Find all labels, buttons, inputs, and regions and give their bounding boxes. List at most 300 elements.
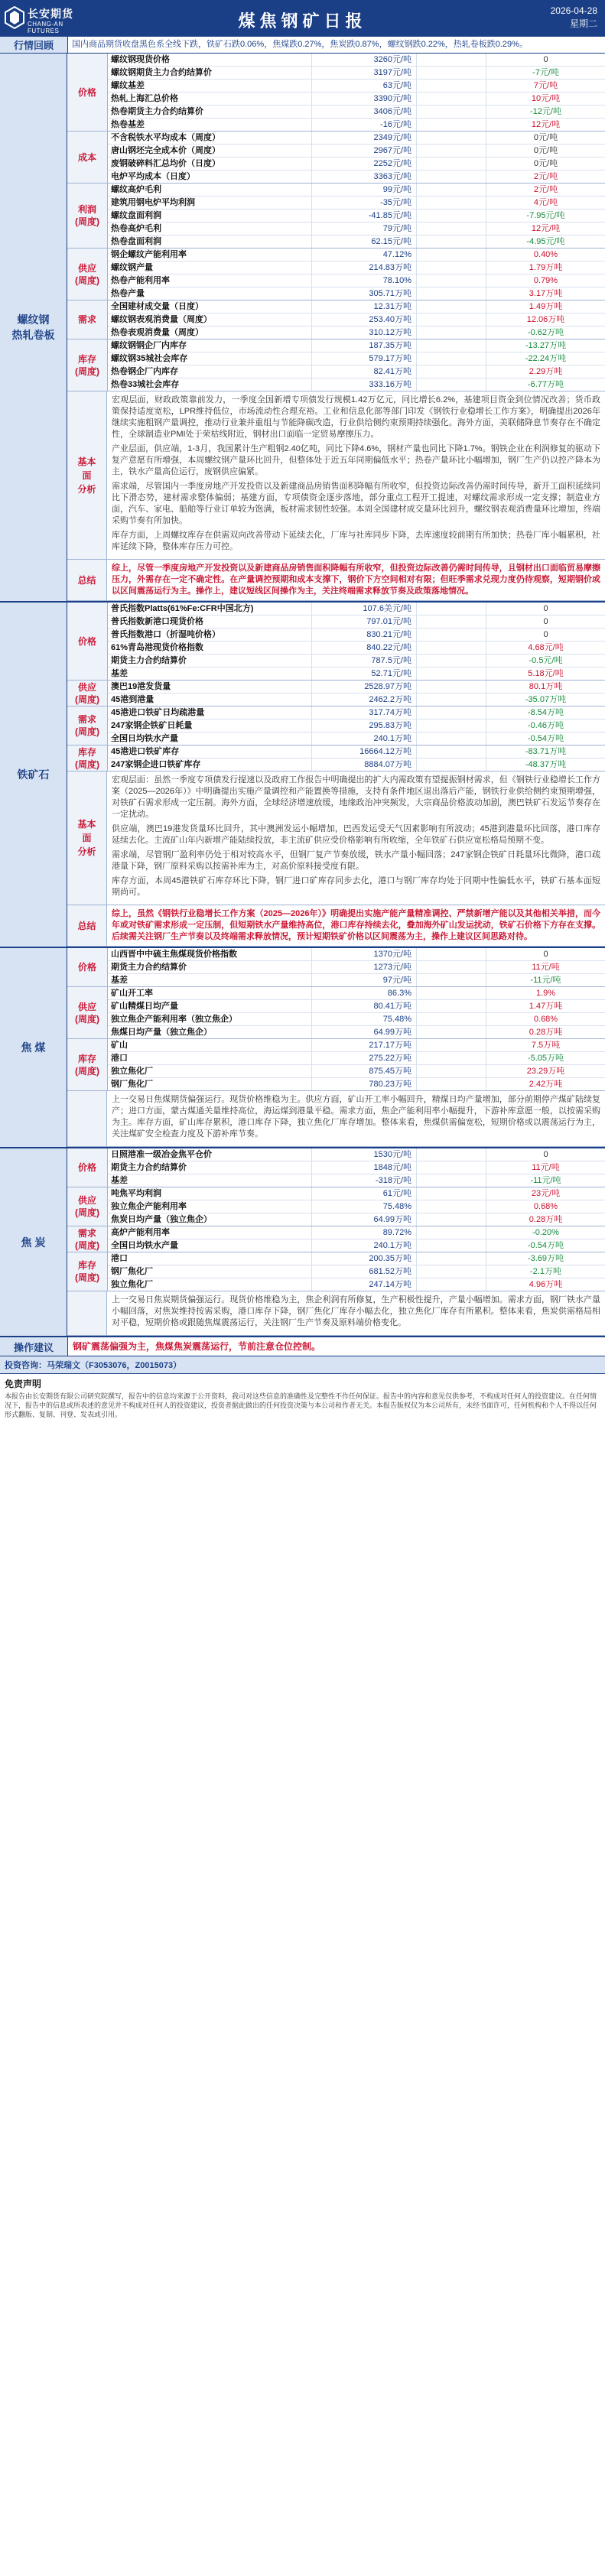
indicator-name: 山西晋中中硫主焦煤现货价格指数 xyxy=(111,950,237,959)
indicator-row xyxy=(108,1065,605,1078)
indicator-change: 0 xyxy=(486,1148,605,1161)
indicator-name: 螺纹钢期货主力合约结算价 xyxy=(111,68,212,77)
indicator-unit xyxy=(416,80,486,92)
indicator-row xyxy=(108,1026,605,1038)
indicator-value: 1273元/吨 xyxy=(311,961,416,973)
indicator-change: 4元/吨 xyxy=(486,197,605,209)
indicator-change: -4.95元/吨 xyxy=(486,236,605,248)
indicator-change: 1.49万吨 xyxy=(486,300,605,313)
indicator-change: -35.07万吨 xyxy=(486,694,605,706)
indicator-value: 2349元/吨 xyxy=(311,132,416,144)
indicator-row xyxy=(108,1013,605,1026)
section-body xyxy=(67,948,605,1147)
indicator-value: 875.45万吨 xyxy=(311,1065,416,1077)
section-body xyxy=(67,603,605,947)
disclaimer-text: 本报告由长安期货有限公司研究院撰写，报告中的信息均来源于公开资料，我司对这些信息的准确性及完整性不作任何保证。报告中的内容和意见仅供参考，不构成对任何人的投资建议。在任何情况下，报告中的信息或所表述的意见并不构成对任何人的投资建议，投资者据此做出的任何投资决策与本公司和作者无关。本报告版权仅为本公司所有，未经书面许可，任何机构和个人不得以任何形式翻版、复制、刊登、发表或引用。 xyxy=(5,1392,597,1418)
analysis-paragraph: 库存方面，上周螺纹库存在供需双向改善带动下延续去化，厂库与社库同步下降，去库速度较前期有所加快；热卷厂库小幅累积，社库延续下降，整体库存压力可控。 xyxy=(112,531,600,551)
indicator-value: 12.31万吨 xyxy=(311,300,416,313)
indicator-name: 吨焦平均利润 xyxy=(111,1189,161,1198)
indicator-name: 基差 xyxy=(111,1176,128,1185)
indicator-name: 建筑用钢电炉平均利润 xyxy=(111,198,195,207)
indicator-row xyxy=(108,132,605,145)
analysis-paragraph: 宏观层面：虽然一季度专项债发行提速以及政府工作报告中明确提出的扩大内需政策有望提振钢材需求，但《钢铁行业稳增长工作方案（2025—2026年）》中明确提出实施产量调控和产能置换等措施，支持有条件地区退出落后产能，钢铁行业供给侧约束预期增强，对铁矿石需求形成一定压制。海外方面，全球经济增速放缓，地缘政治冲突频发，大宗商品价格波动加剧，澳巴铁矿石发运节奏存在一定扰动。 xyxy=(112,775,600,819)
indicator-change: 3.17万吨 xyxy=(486,287,605,300)
indicator-name: 普氏指数新港口现货价格 xyxy=(111,617,203,626)
indicator-unit xyxy=(416,106,486,118)
indicator-row xyxy=(108,378,605,391)
indicator-change: 2.29万吨 xyxy=(486,365,605,378)
indicator-value: 317.74万吨 xyxy=(311,707,416,719)
indicator-row xyxy=(108,249,605,261)
fundamental-analysis-text xyxy=(107,391,605,559)
indicator-unit xyxy=(416,1000,486,1012)
indicator-row xyxy=(108,1278,605,1291)
indicator-group-label: 供应 (周度) xyxy=(67,1187,108,1226)
indicator-change: 11元/吨 xyxy=(486,1161,605,1174)
indicator-name: 螺纹盘面利润 xyxy=(111,211,161,220)
indicator-name: 247家钢企进口铁矿库存 xyxy=(111,760,201,769)
indicator-unit xyxy=(416,1013,486,1025)
indicator-value: 62.15元/吨 xyxy=(311,236,416,248)
indicator-unit xyxy=(416,300,486,313)
indicator-rows xyxy=(108,1039,605,1090)
indicator-name: 废钢破碎料汇总均价（日度） xyxy=(111,159,220,168)
indicator-change: 4.96万吨 xyxy=(486,1278,605,1291)
fundamental-analysis xyxy=(67,1291,605,1336)
indicator-change: 0 xyxy=(486,616,605,628)
indicator-value: -41.85元/吨 xyxy=(311,210,416,222)
indicator-name: 电炉平均成本（日度） xyxy=(111,172,195,181)
indicator-row xyxy=(108,171,605,183)
indicator-group-label: 需求 (周度) xyxy=(67,1226,108,1252)
indicator-rows xyxy=(108,184,605,248)
indicator-change: 23.29万吨 xyxy=(486,1065,605,1077)
indicator-unit xyxy=(416,119,486,131)
indicator-name: 热卷基差 xyxy=(111,120,145,129)
indicator-change: -7.95元/吨 xyxy=(486,210,605,222)
indicator-change: 23元/吨 xyxy=(486,1187,605,1200)
indicator-unit xyxy=(416,1252,486,1265)
indicator-name: 澳巴19港发货量 xyxy=(111,682,171,691)
indicator-row xyxy=(108,352,605,365)
indicator-change: 0 xyxy=(486,948,605,960)
indicator-value: 2528.97万吨 xyxy=(311,681,416,693)
indicator-unit xyxy=(416,1052,486,1064)
indicator-row xyxy=(108,54,605,67)
indicator-unit xyxy=(416,261,486,274)
indicator-change: 7.5万吨 xyxy=(486,1039,605,1051)
indicator-unit xyxy=(416,655,486,667)
indicator-value: 78.10% xyxy=(311,274,416,287)
indicator-unit xyxy=(416,1078,486,1090)
indicator-name: 唐山钢坯完全成本价（周度） xyxy=(111,146,220,155)
report-title: 煤焦钢矿日报 xyxy=(238,11,367,31)
indicator-group xyxy=(67,707,605,746)
indicator-change: -5.05万吨 xyxy=(486,1052,605,1064)
indicator-row xyxy=(108,313,605,326)
indicator-value: 79元/吨 xyxy=(311,223,416,235)
indicator-unit xyxy=(416,326,486,339)
indicator-value: 89.72% xyxy=(311,1226,416,1239)
indicator-name: 热卷高炉毛利 xyxy=(111,224,161,233)
indicator-value: 240.1万吨 xyxy=(311,733,416,745)
analyst-credit: 投资咨询：马荣瑞文（F3053076，Z0015073） xyxy=(0,1356,605,1374)
indicator-value: 214.83万吨 xyxy=(311,261,416,274)
indicator-rows xyxy=(108,300,605,339)
indicator-row xyxy=(108,948,605,961)
indicator-value: 64.99万吨 xyxy=(311,1026,416,1038)
indicator-row xyxy=(108,1265,605,1278)
indicator-group-label: 价格 xyxy=(67,603,108,680)
indicator-value: 75.48% xyxy=(311,1200,416,1213)
indicator-row xyxy=(108,365,605,378)
indicator-change: 0.28万吨 xyxy=(486,1213,605,1226)
fundamental-analysis-label: 基本面 分析 xyxy=(67,391,107,559)
indicator-group xyxy=(67,1252,605,1291)
indicator-name: 247家钢企铁矿日耗量 xyxy=(111,721,193,730)
indicator-value: 217.17万吨 xyxy=(311,1039,416,1051)
indicator-unit xyxy=(416,54,486,66)
market-review-label: 行情回顾 xyxy=(0,37,68,53)
analysis-paragraph: 上一交易日焦炭期货偏强运行。现货价格维稳为主，焦企利润有所修复，生产积极性提升，产量小幅增加。需求方面，钢厂铁水产量小幅回落，对焦炭维持按需采购，港口库存下降，钢厂焦化厂库存小幅去化，独立焦化厂库存有所累积。整体来看，焦炭供需格局相对平稳，短期价格或跟随焦煤震荡运行，关注钢厂生产节奏及原料端价格变化。 xyxy=(112,1295,600,1327)
indicator-name: 矿山开工率 xyxy=(111,989,153,998)
product-section xyxy=(0,54,605,603)
indicator-change: 0 xyxy=(486,54,605,66)
indicator-row xyxy=(108,987,605,1000)
indicator-name: 螺纹基差 xyxy=(111,81,145,90)
section-summary xyxy=(67,560,605,601)
indicator-group-label: 价格 xyxy=(67,54,108,131)
indicator-row xyxy=(108,1252,605,1265)
indicator-change: -7元/吨 xyxy=(486,67,605,79)
indicator-change: 12元/吨 xyxy=(486,223,605,235)
indicator-unit xyxy=(416,746,486,758)
indicator-name: 普氏指数Platts(61%Fe:CFR中国北方) xyxy=(111,604,254,613)
indicator-group-label: 价格 xyxy=(67,1148,108,1187)
indicator-value: 200.35万吨 xyxy=(311,1252,416,1265)
section-label: 铁矿石 xyxy=(0,603,67,947)
indicator-unit xyxy=(416,210,486,222)
indicator-group-label: 库存 (周度) xyxy=(67,1039,108,1090)
analysis-paragraph: 需求端，尽管钢厂盈利率仍处于相对较高水平，但钢厂复产节奏放缓，铁水产量小幅回落；247家钢企铁矿日耗量环比微降，港口疏港量下降，钢厂原料采购以按需补库为主，对高价原料接受度有限。 xyxy=(112,850,600,871)
indicator-row xyxy=(108,1052,605,1065)
analysis-paragraph: 供应端，澳巴19港发货量环比回升，其中澳洲发运小幅增加，巴西发运受天气因素影响有所波动；45港到港量环比回落，港口库存延续去化。主流矿山年内新增产能陆续投放，非主流矿供应受价格影响有所收缩，全年铁矿石供应宽松格局预期不变。 xyxy=(112,824,600,845)
indicator-name: 矿山 xyxy=(111,1041,128,1050)
indicator-unit xyxy=(416,352,486,365)
indicator-change: -83.71万吨 xyxy=(486,746,605,758)
indicator-name: 螺纹钢钢企厂内库存 xyxy=(111,341,187,350)
indicator-change: 1.79万吨 xyxy=(486,261,605,274)
indicator-value: 253.40万吨 xyxy=(311,313,416,326)
indicator-name: 独立焦企产能利用率（独立焦企） xyxy=(111,1015,237,1024)
indicator-row xyxy=(108,1226,605,1239)
indicator-rows xyxy=(108,1148,605,1187)
indicator-value: 97元/吨 xyxy=(311,974,416,986)
indicator-change: 12.06万吨 xyxy=(486,313,605,326)
indicator-row xyxy=(108,1187,605,1200)
section-summary-text: 综上，虽然《钢铁行业稳增长工作方案（2025—2026年）》明确提出实施产能产量精准调控、严禁新增产能以及其他相关举措，而今年或对铁矿需求形成一定压制，但短期铁水产量维持高位，港口库存持续去化，叠加海外矿山发运扰动，铁矿石价格下方存在支撑。后续需关注钢厂生产节奏以及终端需求释放情况，预计短期铁矿价格以区间震荡为主，操作上建议区间思路对待。 xyxy=(112,909,600,941)
section-summary xyxy=(67,905,605,947)
indicator-change: 2.42万吨 xyxy=(486,1078,605,1090)
sections-container xyxy=(0,54,605,1337)
indicator-value: 64.99万吨 xyxy=(311,1213,416,1226)
indicator-unit xyxy=(416,1226,486,1239)
indicator-unit xyxy=(416,236,486,248)
logo-english-name: CHANG-AN FUTURES xyxy=(28,21,63,34)
indicator-unit xyxy=(416,1278,486,1291)
fundamental-analysis xyxy=(67,772,605,905)
indicator-row xyxy=(108,1000,605,1013)
indicator-row xyxy=(108,681,605,694)
indicator-rows xyxy=(108,249,605,300)
indicator-rows xyxy=(108,339,605,391)
indicator-name: 热卷产量 xyxy=(111,289,145,298)
indicator-name: 日照港准一级冶金焦平仓价 xyxy=(111,1150,212,1159)
indicator-unit xyxy=(416,1039,486,1051)
indicator-row xyxy=(108,733,605,745)
indicator-value: 82.41万吨 xyxy=(311,365,416,378)
indicator-group xyxy=(67,249,605,300)
operation-advice-text: 钢矿震荡偏强为主，焦煤焦炭震荡运行，节前注意仓位控制。 xyxy=(73,1341,321,1352)
indicator-name: 螺纹钢现货价格 xyxy=(111,55,170,64)
indicator-change: -3.69万吨 xyxy=(486,1252,605,1265)
indicator-unit xyxy=(416,1200,486,1213)
indicator-row xyxy=(108,642,605,655)
indicator-change: -2.1万吨 xyxy=(486,1265,605,1278)
indicator-name: 螺纹高炉毛利 xyxy=(111,185,161,194)
indicator-name: 独立焦化厂 xyxy=(111,1280,153,1289)
indicator-value: 1530元/吨 xyxy=(311,1148,416,1161)
indicator-value: 787.5元/吨 xyxy=(311,655,416,667)
indicator-name: 螺纹钢产量 xyxy=(111,263,153,272)
indicator-name: 矿山精煤日均产量 xyxy=(111,1002,178,1011)
indicator-value: 797.01元/吨 xyxy=(311,616,416,628)
indicator-unit xyxy=(416,1148,486,1161)
indicator-row xyxy=(108,746,605,759)
indicator-name: 45港到港量 xyxy=(111,695,155,704)
indicator-value: 333.16万吨 xyxy=(311,378,416,391)
indicator-name: 基差 xyxy=(111,669,128,678)
disclaimer-title: 免责声明 xyxy=(5,1379,42,1389)
indicator-group xyxy=(67,1226,605,1252)
indicator-row xyxy=(108,1161,605,1174)
indicator-change: -0.46万吨 xyxy=(486,720,605,732)
indicator-change: 1.9% xyxy=(486,987,605,999)
section-summary-label: 总结 xyxy=(67,905,107,946)
indicator-change: 2元/吨 xyxy=(486,184,605,196)
indicator-name: 独立焦化厂 xyxy=(111,1067,153,1076)
indicator-value: 3406元/吨 xyxy=(311,106,416,118)
indicator-row xyxy=(108,287,605,300)
indicator-change: 12元/吨 xyxy=(486,119,605,131)
indicator-change: 0 xyxy=(486,603,605,615)
indicator-change: -11元/吨 xyxy=(486,974,605,986)
fundamental-analysis-text xyxy=(107,772,605,905)
fundamental-analysis xyxy=(67,391,605,560)
indicator-value: 1848元/吨 xyxy=(311,1161,416,1174)
indicator-change: 11元/吨 xyxy=(486,961,605,973)
report-weekday: 星期二 xyxy=(569,18,597,29)
indicator-unit xyxy=(416,733,486,745)
fundamental-analysis-label xyxy=(67,1091,107,1146)
section-label: 螺纹钢 热轧卷板 xyxy=(0,54,67,601)
indicator-unit xyxy=(416,629,486,641)
indicator-change: 0.68% xyxy=(486,1013,605,1025)
indicator-change: -12元/吨 xyxy=(486,106,605,118)
indicator-unit xyxy=(416,197,486,209)
analysis-paragraph: 库存方面，本周45港铁矿石库存环比下降，钢厂进口矿库存同步去化，港口与钢厂库存均处于同期中性偏低水平，铁矿石基本面短期尚可。 xyxy=(112,876,600,897)
indicator-value: 310.12万吨 xyxy=(311,326,416,339)
indicator-group xyxy=(67,1039,605,1091)
indicator-unit xyxy=(416,287,486,300)
indicator-value: 99元/吨 xyxy=(311,184,416,196)
indicator-unit xyxy=(416,158,486,170)
analysis-paragraph: 需求端，尽管国内一季度房地产开发投资以及新建商品房销售面积降幅有所收窄，但投资边际改善仍需时间传导，新开工面积延续同比下滑态势，建材需求整体偏弱；基建方面，专项债资金逐步落地，部分重点工程开工提速，对螺纹需求形成一定支撑；制造业方面，汽车、家电、船舶等行业订单较为饱满，板材需求韧性较强。本周全国建材成交量环比回升，螺纹钢表观消费量环比增加，终端采购节奏有所加快。 xyxy=(112,482,600,525)
indicator-change: -6.77万吨 xyxy=(486,378,605,391)
indicator-change: -0.54万吨 xyxy=(486,1239,605,1252)
indicator-change: 0元/吨 xyxy=(486,132,605,144)
indicator-name: 热卷33城社会库存 xyxy=(111,380,180,389)
indicator-unit xyxy=(416,1065,486,1077)
logo-chinese-name: 长安期货 xyxy=(28,8,73,20)
indicator-rows xyxy=(108,132,605,183)
indicator-value: 247.14万吨 xyxy=(311,1278,416,1291)
indicator-name: 期货主力合约结算价 xyxy=(111,656,187,665)
indicator-row xyxy=(108,655,605,668)
indicator-value: 107.6美元/吨 xyxy=(311,603,416,615)
indicator-group xyxy=(67,339,605,391)
section-body xyxy=(67,1148,605,1336)
indicator-name: 热卷表观消费量（周度） xyxy=(111,328,203,337)
indicator-row xyxy=(108,616,605,629)
indicator-row xyxy=(108,93,605,106)
indicator-row xyxy=(108,707,605,720)
indicator-unit xyxy=(416,184,486,196)
report-date: 2026-04-28 xyxy=(550,5,597,16)
indicator-group-label: 库存 (周度) xyxy=(67,746,108,771)
indicator-change: -0.5元/吨 xyxy=(486,655,605,667)
indicator-rows xyxy=(108,54,605,131)
indicator-value: 681.52万吨 xyxy=(311,1265,416,1278)
indicator-row xyxy=(108,145,605,158)
section-summary-label: 总结 xyxy=(67,560,107,600)
indicator-row xyxy=(108,300,605,313)
indicator-name: 基差 xyxy=(111,976,128,985)
indicator-unit xyxy=(416,1187,486,1200)
indicator-name: 独立焦企产能利用率 xyxy=(111,1202,187,1211)
indicator-name: 高炉产能利用率 xyxy=(111,1228,170,1237)
indicator-value: -35元/吨 xyxy=(311,197,416,209)
indicator-group xyxy=(67,54,605,132)
indicator-row xyxy=(108,158,605,171)
indicator-name: 港口 xyxy=(111,1254,128,1263)
indicator-unit xyxy=(416,313,486,326)
indicator-change: 0.28万吨 xyxy=(486,1026,605,1038)
indicator-row xyxy=(108,1039,605,1052)
indicator-name: 热卷产能利用率 xyxy=(111,276,170,285)
indicator-rows xyxy=(108,1226,605,1252)
indicator-row xyxy=(108,106,605,119)
indicator-unit xyxy=(416,948,486,960)
indicator-change: 0.40% xyxy=(486,249,605,261)
indicator-row xyxy=(108,603,605,616)
indicator-row xyxy=(108,210,605,223)
indicator-row xyxy=(108,1078,605,1090)
analysis-paragraph: 产业层面，供应端，1-3月，我国累计生产粗钢2.40亿吨，同比下降4.6%，钢材产量也同比下降1.7%。钢铁企业在利润修复的驱动下复产意愿有所增强，本周螺纹钢产量环比回升，但整体处于近五年同期偏低水平；热卷产量环比小幅增加，钢厂生产仍以控产降本为主，铁水产量高位运行，废钢供应偏紧。 xyxy=(112,444,600,476)
indicator-group xyxy=(67,1187,605,1226)
indicator-group xyxy=(67,184,605,249)
indicator-value: -318元/吨 xyxy=(311,1174,416,1187)
indicator-unit xyxy=(416,961,486,973)
indicator-name: 45港进口铁矿日均疏港量 xyxy=(111,708,205,717)
indicator-change: -0.62万吨 xyxy=(486,326,605,339)
indicator-unit xyxy=(416,642,486,654)
indicator-row xyxy=(108,720,605,733)
indicator-value: 830.21元/吨 xyxy=(311,629,416,641)
indicator-unit xyxy=(416,1174,486,1187)
indicator-row xyxy=(108,1213,605,1226)
indicator-row xyxy=(108,339,605,352)
indicator-value: 3197元/吨 xyxy=(311,67,416,79)
indicator-change: 2元/吨 xyxy=(486,171,605,183)
indicator-change: 4.68元/吨 xyxy=(486,642,605,654)
indicator-value: 63元/吨 xyxy=(311,80,416,92)
indicator-value: 295.83万吨 xyxy=(311,720,416,732)
indicator-change: -0.54万吨 xyxy=(486,733,605,745)
indicator-value: 8884.07万吨 xyxy=(311,759,416,771)
indicator-row xyxy=(108,974,605,986)
indicator-unit xyxy=(416,145,486,157)
indicator-rows xyxy=(108,1252,605,1291)
indicator-row xyxy=(108,236,605,248)
operation-advice xyxy=(0,1337,605,1356)
indicator-group xyxy=(67,1148,605,1187)
indicator-name: 全国建材成交量（日度） xyxy=(111,302,203,311)
indicator-name: 期货主力合约结算价 xyxy=(111,963,187,972)
indicator-value: 305.71万吨 xyxy=(311,287,416,300)
indicator-unit xyxy=(416,249,486,261)
indicator-unit xyxy=(416,707,486,719)
indicator-change: 0.79% xyxy=(486,274,605,287)
indicator-group-label: 需求 xyxy=(67,300,108,339)
indicator-group-label: 库存 (周度) xyxy=(67,1252,108,1291)
indicator-value: 3390元/吨 xyxy=(311,93,416,105)
indicator-value: 2252元/吨 xyxy=(311,158,416,170)
indicator-value: 61元/吨 xyxy=(311,1187,416,1200)
indicator-unit xyxy=(416,132,486,144)
indicator-name: 螺纹钢表观消费量（周度） xyxy=(111,315,212,324)
indicator-name: 不含税铁水平均成本（周度） xyxy=(111,133,220,142)
indicator-row xyxy=(108,223,605,236)
indicator-value: 1370元/吨 xyxy=(311,948,416,960)
indicator-value: 3363元/吨 xyxy=(311,171,416,183)
product-section xyxy=(0,948,605,1148)
indicator-name: 普氏指数港口（折湿吨价格） xyxy=(111,630,220,639)
indicator-name: 热卷钢企厂内库存 xyxy=(111,367,178,376)
indicator-value: 780.23万吨 xyxy=(311,1078,416,1090)
indicator-row xyxy=(108,1174,605,1187)
indicator-rows xyxy=(108,948,605,986)
report-date-block xyxy=(551,5,597,31)
section-label: 焦 炭 xyxy=(0,1148,67,1336)
indicator-value: 840.22元/吨 xyxy=(311,642,416,654)
indicator-name: 期货主力合约结算价 xyxy=(111,1163,187,1172)
indicator-row xyxy=(108,326,605,339)
operation-advice-label: 操作建议 xyxy=(0,1337,68,1356)
product-section xyxy=(0,1148,605,1337)
indicator-unit xyxy=(416,603,486,615)
indicator-value: 240.1万吨 xyxy=(311,1239,416,1252)
